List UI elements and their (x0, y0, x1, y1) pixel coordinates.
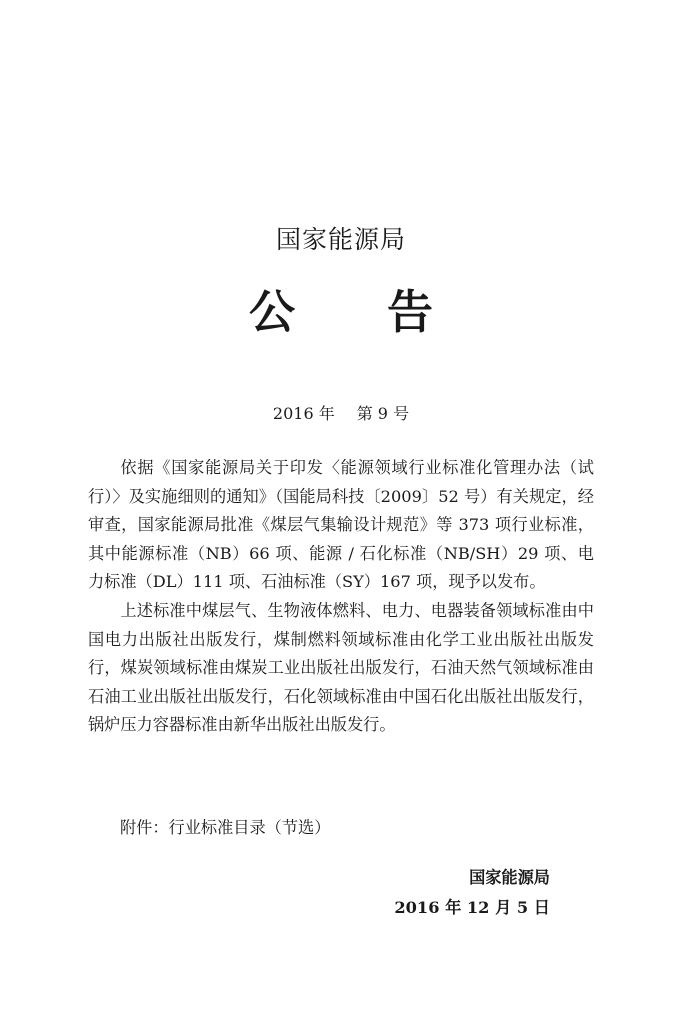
issue-year: 2016 年 (272, 404, 335, 423)
body-paragraph-1: 依据《国家能源局关于印发〈能源领域行业标准化管理办法（试行）〉及实施细则的通知》（国能局科技〔2009〕52 号）有关规定，经审查，国家能源局批准《煤层气集输设计规范》等 373 项行业标准，其中能源标准（NB）66 项、能源 / 石化标准（NB/SH）29 项、电力标准（DL）111 项、石油标准（SY）167 项，现予以发布。 (88, 458, 594, 592)
body-paragraph-2: 上述标准中煤层气、生物液体燃料、电力、电器装备领域标准由中国电力出版社出版发行，煤制燃料领域标准由化学工业出版社出版发行，煤炭领域标准由煤炭工业出版社出版发行，石油天然气领域标准由石油工业出版社出版发行，石化领域标准由中国石化出版社出版发行，锅炉压力容器标准由新华出版社出版发行。 (88, 600, 594, 735)
signature-organization: 国家能源局 (469, 868, 550, 887)
document-type-heading (0, 284, 682, 340)
issue-number: 第 9 号 (356, 404, 410, 423)
signature-date: 2016 年 12 月 5 日 (394, 898, 550, 917)
announcement-body (88, 454, 594, 740)
document-type-char-1: 公 (249, 285, 295, 339)
issue-number-line (0, 401, 682, 424)
attachment-note: 附件：行业标准目录（节选） (120, 818, 331, 837)
document-type-char-2: 告 (387, 285, 433, 339)
issuer-title: 国家能源局 (275, 225, 406, 254)
